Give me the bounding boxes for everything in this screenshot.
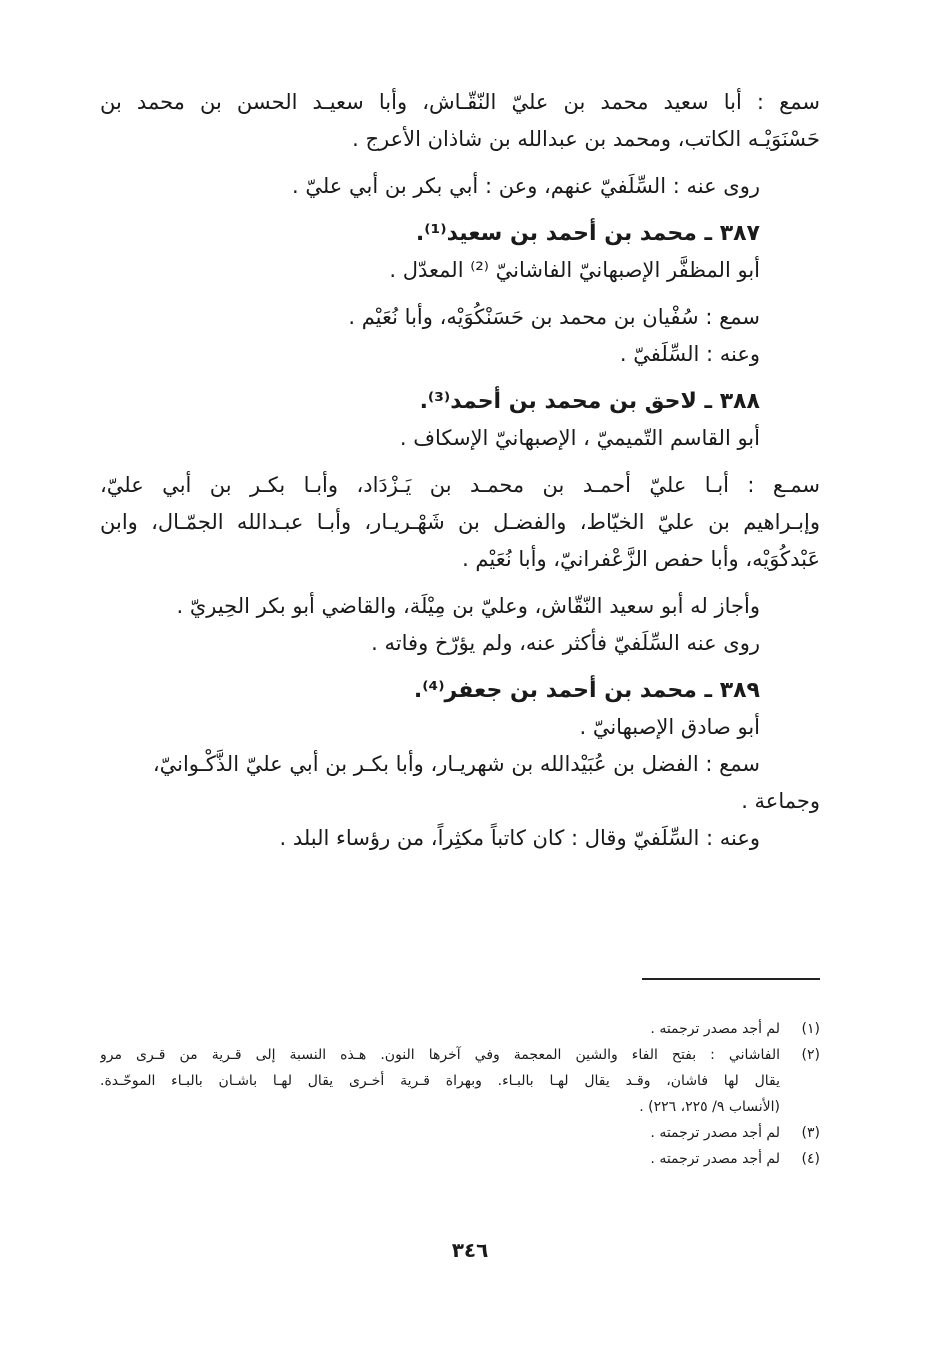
main-text xyxy=(100,84,820,857)
text-line: وعنه : السِّلَفيّ . xyxy=(619,342,760,366)
text-line: أبو القاسم التّميميّ ، الإصبهانيّ الإسكاف . xyxy=(399,426,760,450)
footnote-text: الفاشاني : بفتح الفاء والشين المعجمة وفي آخرها النون. هـذه النسبة إلى قـرية من قـرى مرو xyxy=(100,1047,780,1063)
text-line: أبو صادق الإصبهانيّ . xyxy=(579,715,760,739)
page-number: ٣٤٦ xyxy=(451,1238,489,1262)
text-line: وجماعة . xyxy=(741,789,820,813)
text-line: وإبـراهيم بن عليّ الخيّاط، والفضـل بن شَهْـريـار، وأبـا عبـدالله الجمّـال، وابن xyxy=(100,510,820,534)
footnote-3 xyxy=(100,1120,820,1146)
text-line: حَسْنَوَيْـه الكاتب، ومحمد بن عبدالله بن شاذان الأعرج . xyxy=(352,127,820,151)
footnote-4 xyxy=(100,1146,820,1172)
footnote-separator xyxy=(642,978,820,980)
text-line: عَبْدكُوَيْه، وأبا حفص الزَّعْفرانيّ، وأبا نُعَيْم . xyxy=(462,547,820,571)
entry-heading-387: ٣٨٧ ـ محمد بن أحمد بن سعيد⁽¹⁾. xyxy=(415,221,760,246)
footnote-number: (٢) xyxy=(801,1047,820,1063)
text-line: سمع : الفضل بن عُبَيْدالله بن شهريـار، وأبا بكـر بن أبي عليّ الذَّكْـوانيّ، xyxy=(152,752,760,776)
footnote-text: لم أجد مصدر ترجمته . xyxy=(650,1125,780,1141)
text-line: وأجاز له أبو سعيد النّقّاش، وعليّ بن مِيْلَة، والقاضي أبو بكر الحِيريّ . xyxy=(176,594,760,618)
entry-heading-388: ٣٨٨ ـ لاحق بن محمد بن أحمد⁽³⁾. xyxy=(419,389,760,414)
footnote-text: لم أجد مصدر ترجمته . xyxy=(650,1021,780,1037)
footnote-2 xyxy=(100,1042,820,1068)
text-line: سمع : سُفْيان بن محمد بن حَسَنْكُوَيْه، وأبا نُعَيْم . xyxy=(348,305,760,329)
footnote-text: لم أجد مصدر ترجمته . xyxy=(650,1151,780,1167)
footnote-text-continued: (الأنساب ٩/ ٢٢٥، ٢٢٦) . xyxy=(639,1099,780,1115)
text-line: روى عنه السِّلَفيّ فأكثر عنه، ولم يؤرّخ وفاته . xyxy=(371,631,760,655)
footnote-number: (٤) xyxy=(801,1151,820,1167)
footnotes xyxy=(100,1016,820,1172)
text-line: أبو المظفَّر الإصبهانيّ الفاشانيّ ⁽²⁾ المعدّل . xyxy=(389,258,760,282)
text-line: روى عنه : السِّلَفيّ عنهم، وعن : أبي بكر بن أبي عليّ . xyxy=(292,174,760,198)
footnote-number: (٣) xyxy=(801,1125,820,1141)
footnote-text-continued: يقال لها فاشان، وقـد يقال لهـا بالبـاء. وبهراة قـرية أخـرى يقال لهـا باشـان بالبـاء الموحّـدة. xyxy=(100,1073,780,1089)
text-line: سمع : أبا سعيد محمد بن عليّ النّقّـاش، وأبا سعيـد الحسن بن محمد بن xyxy=(100,90,820,114)
text-line: سمـع : أبـا عليّ أحمـد بن محمـد بن يَـزْدَاد، وأبـا بكـر بن أبي عليّ، xyxy=(100,473,820,497)
text-line: وعنه : السِّلَفيّ وقال : كان كاتباً مكثِراً، من رؤساء البلد . xyxy=(279,826,760,850)
footnote-number: (١) xyxy=(801,1021,820,1037)
footnote-1 xyxy=(100,1016,820,1042)
entry-heading-389: ٣٨٩ ـ محمد بن أحمد بن جعفر⁽⁴⁾. xyxy=(413,678,760,703)
